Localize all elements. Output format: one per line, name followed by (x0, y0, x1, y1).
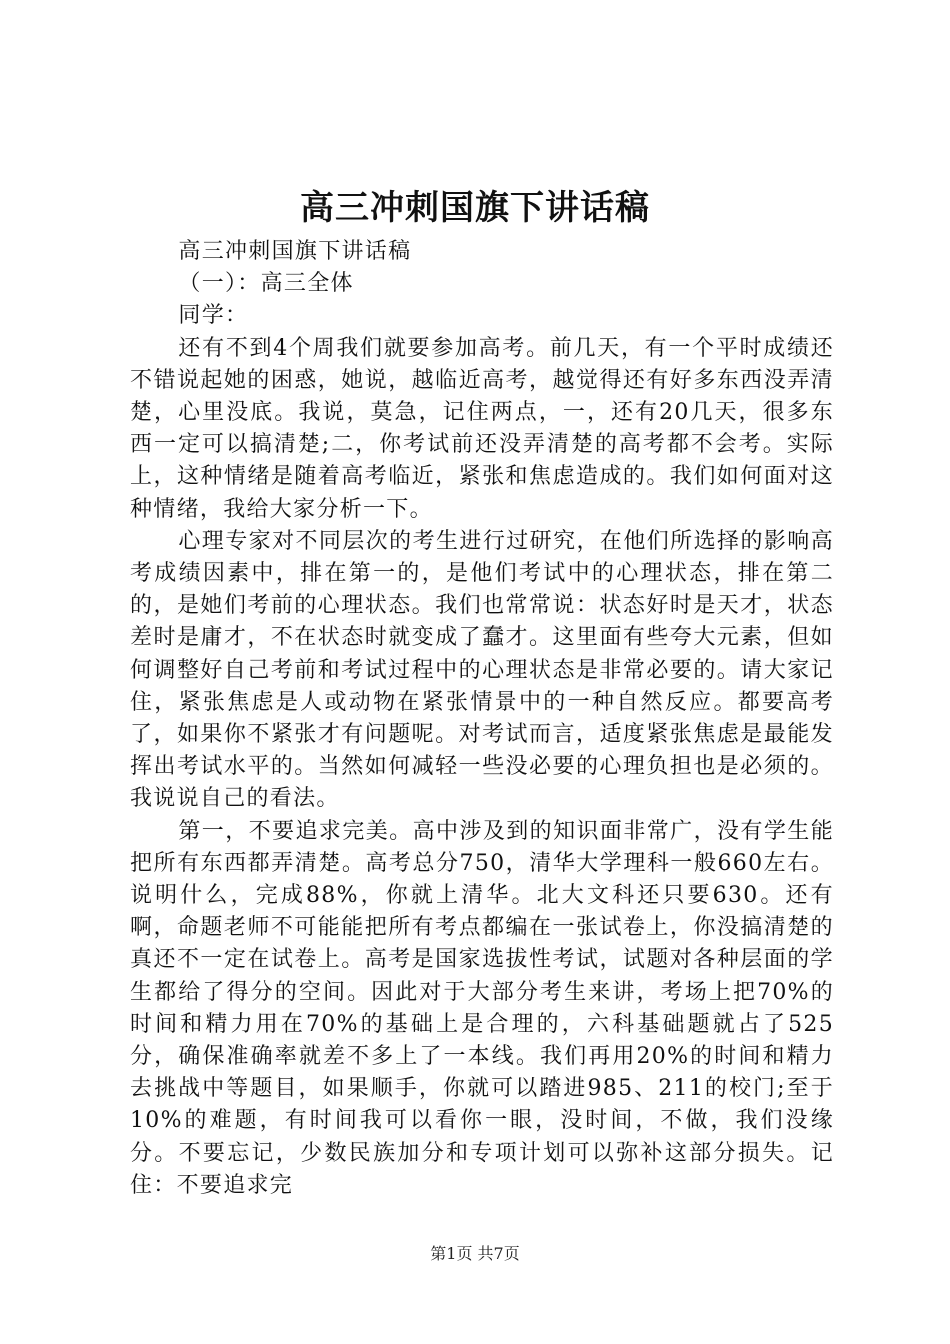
paragraph: 还有不到4个周我们就要参加高考。前几天，有一个平时成绩还不错说起她的困惑，她说，越临近高考，越觉得还有好多东西没弄清楚，心里没底。我说，莫急，记住两点，一，还有20几天，很多东西一定可以搞清楚;二，你考试前还没弄清楚的高考都不会考。实际上，这种情绪是随着高考临近，紧张和焦虑造成的。我们如何面对这种情绪，我给大家分析一下。 (130, 335, 834, 522)
paragraph: （一）：高三全体 (178, 271, 354, 297)
document-title: 高三冲刺国旗下讲话稿 (300, 188, 650, 228)
document-body (130, 236, 834, 1202)
page-footer: 第1页 共7页 (430, 1244, 520, 1263)
paragraph: 第一，不要追求完美。高中涉及到的知识面非常广，没有学生能把所有东西都弄清楚。高考总分750，清华大学理科一般660左右。说明什么，完成88%，你就上清华。北大文科还只要630。还有啊，命题老师不可能能把所有考点都编在一张试卷上，你没搞清楚的真还不一定在试卷上。高考是国家选拔性考试，试题对各种层面的学生都给了得分的空间。因此对于大部分考生来讲，考场上把70%的时间和精力用在70%的基础上是合理的，六科基础题就占了525分，确保准确率就差不多上了一本线。我们再用20%的时间和精力去挑战中等题目，如果顺手，你就可以踏进985、211的校门;至于10%的难题，有时间我可以看你一眼，没时间，不做，我们没缘分。不要忘记，少数民族加分和专项计划可以弥补这部分损失。记住：不要追求完 (130, 818, 834, 1198)
paragraph: 高三冲刺国旗下讲话稿 (178, 239, 412, 264)
paragraph: 心理专家对不同层次的考生进行过研究，在他们所选择的影响高考成绩因素中，排在第一的，是他们考试中的心理状态，排在第二的，是她们考前的心理状态。我们也常常说：状态好时是天才，状态差时是庸才，不在状态时就变成了蠢才。这里面有些夸大元素，但如何调整好自己考前和考试过程中的心理状态是非常必要的。请大家记住，紧张焦虑是人或动物在紧张情景中的一种自然反应。都要高考了，如果你不紧张才有问题呢。对考试而言，适度紧张焦虑是最能发挥出考试水平的。当然如何减轻一些没必要的心理负担也是必须的。我说说自己的看法。 (130, 528, 834, 812)
paragraph: 同学： (178, 303, 249, 329)
